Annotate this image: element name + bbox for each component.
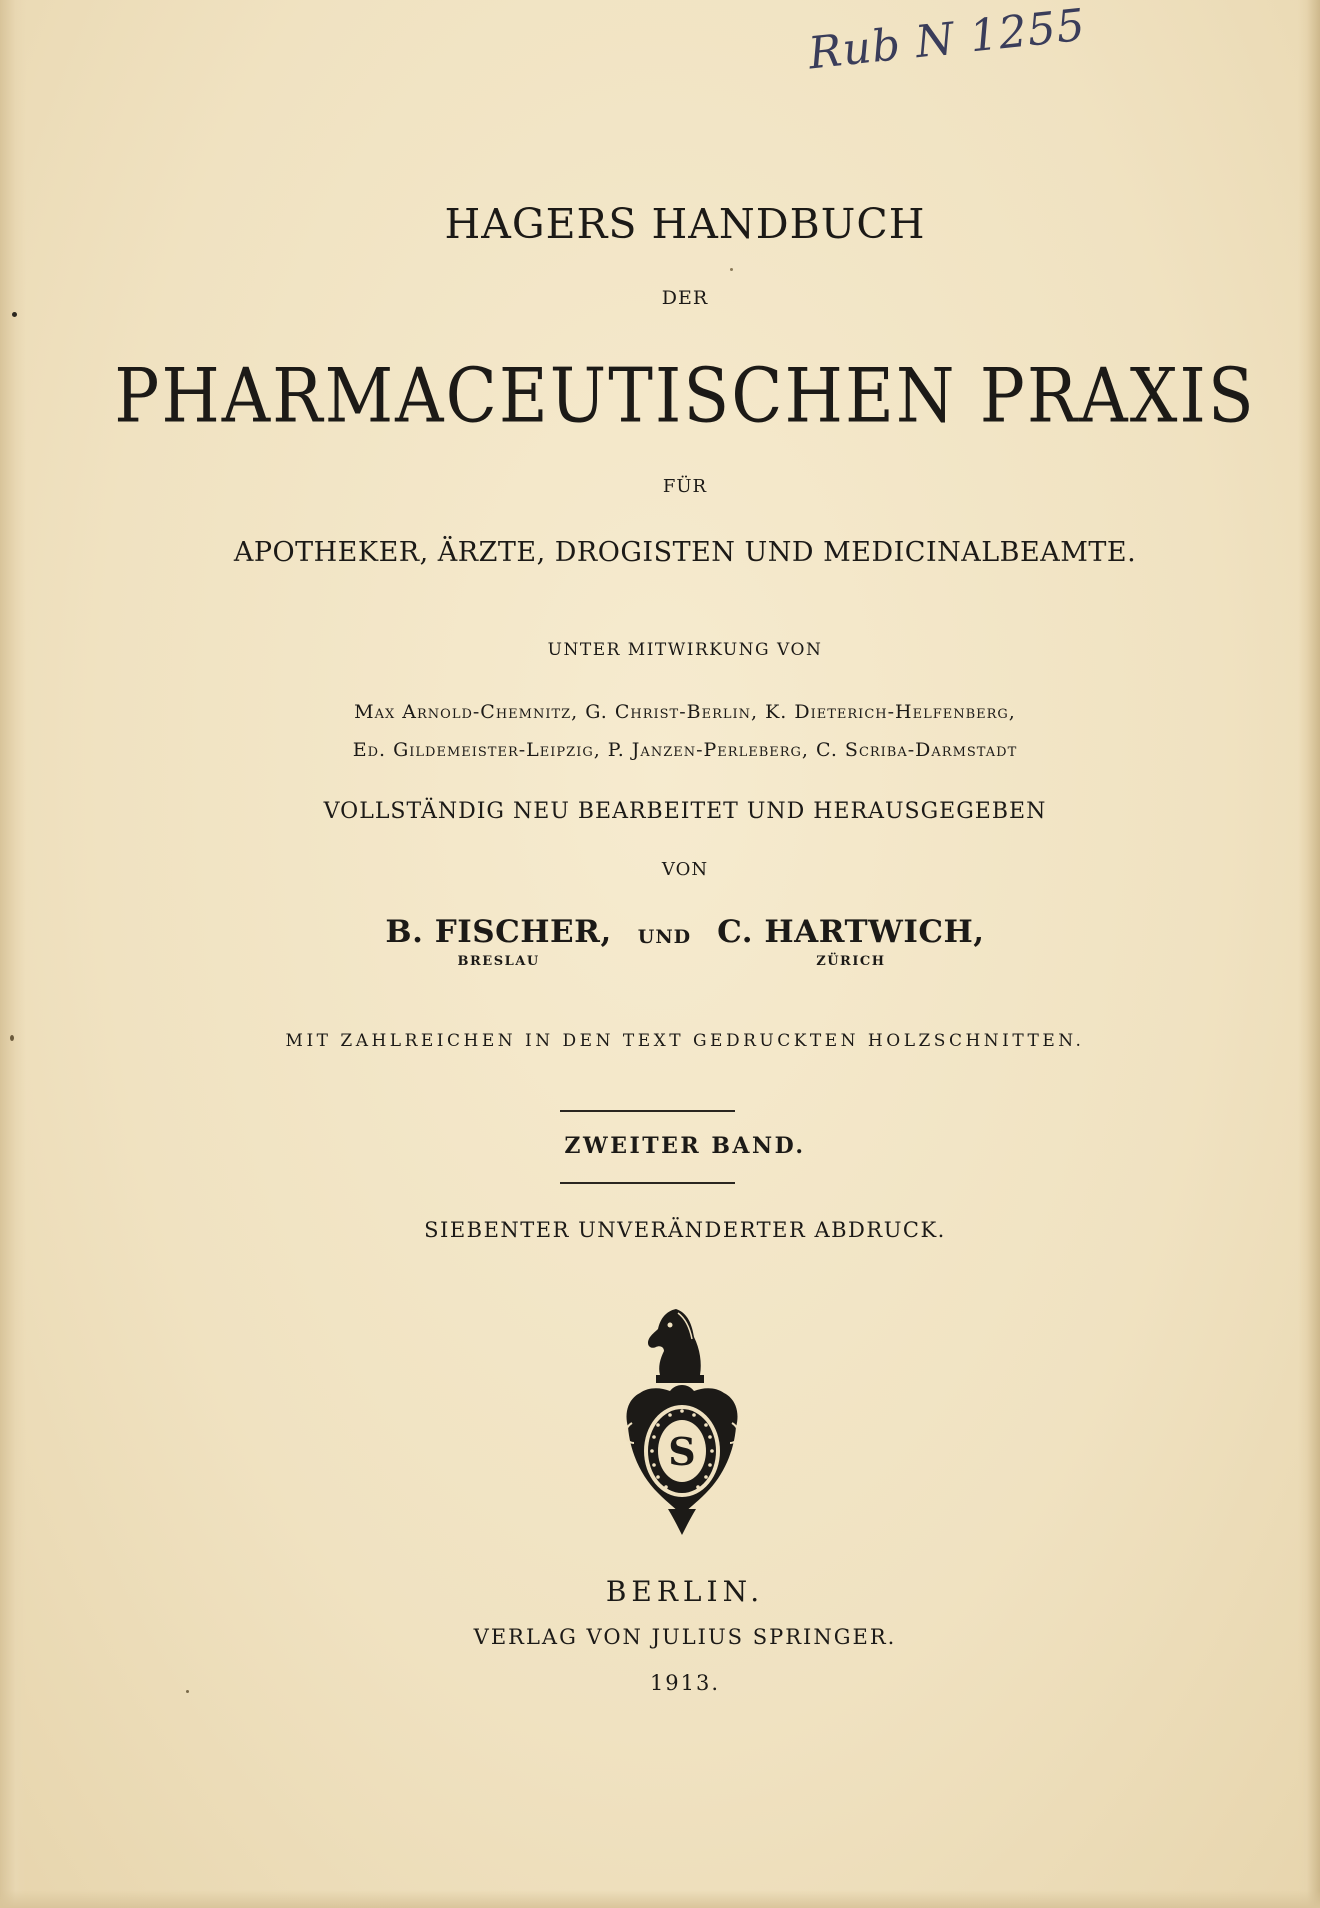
page-edge-left — [0, 0, 26, 1908]
editor-city: BRESLAU — [457, 954, 540, 969]
paper-speck — [730, 268, 733, 271]
editor-name: B. FISCHER, — [385, 914, 612, 950]
svg-text:S: S — [668, 1429, 696, 1474]
springer-emblem-icon — [618, 1303, 746, 1541]
audience-line: APOTHEKER, ÄRZTE, DROGISTEN UND MEDICINALBEAMTE. — [233, 537, 1137, 568]
editor-fischer — [385, 914, 611, 969]
illustrations-note: MIT ZAHLREICHEN IN DEN TEXT GEDRUCKTEN HOLZSCHNITTEN. — [285, 1031, 1085, 1051]
edition-statement: SIEBENTER UNVERÄNDERTER ABDRUCK. — [424, 1218, 946, 1242]
editors-und: UND — [637, 926, 692, 948]
contributors-line-2: Ed. Gildemeister-Leipzig, P. Janzen-Perleberg, C. Scriba-Darmstadt — [352, 739, 1018, 761]
paper-speck — [12, 312, 17, 317]
editorial-statement: VOLLSTÄNDIG NEU BEARBEITET UND HERAUSGEGEBEN — [323, 799, 1047, 824]
editor-city: ZÜRICH — [816, 954, 886, 969]
paper-speck — [10, 1035, 14, 1041]
title-line-1: HAGERS HANDBUCH — [444, 200, 926, 248]
contributors-intro: UNTER MITWIRKUNG VON — [547, 640, 823, 660]
editor-name: C. HARTWICH, — [717, 914, 985, 950]
rule-top — [560, 1110, 735, 1112]
paper-speck — [186, 1690, 189, 1693]
editors-von: VON — [661, 859, 709, 880]
title-fuer: FÜR — [662, 476, 708, 497]
contributors-line-1: Max Arnold-Chemnitz, G. Christ-Berlin, K. Dieterich-Helfenberg, — [354, 701, 1016, 723]
main-title: PHARMACEUTISCHEN PRAXIS — [114, 352, 1256, 440]
page-edge-bottom — [0, 1890, 1320, 1908]
volume-label: ZWEITER BAND. — [564, 1133, 806, 1159]
title-der: DER — [661, 287, 709, 309]
editors-block — [25, 914, 1320, 969]
editor-hartwich — [717, 914, 984, 969]
rule-bottom — [560, 1182, 735, 1184]
imprint-publisher: VERLAG VON JULIUS SPRINGER. — [473, 1625, 897, 1649]
imprint-city: BERLIN. — [605, 1575, 765, 1608]
handwritten-shelfmark: Rub N 1255 — [806, 0, 1088, 80]
imprint-year: 1913. — [649, 1671, 721, 1695]
